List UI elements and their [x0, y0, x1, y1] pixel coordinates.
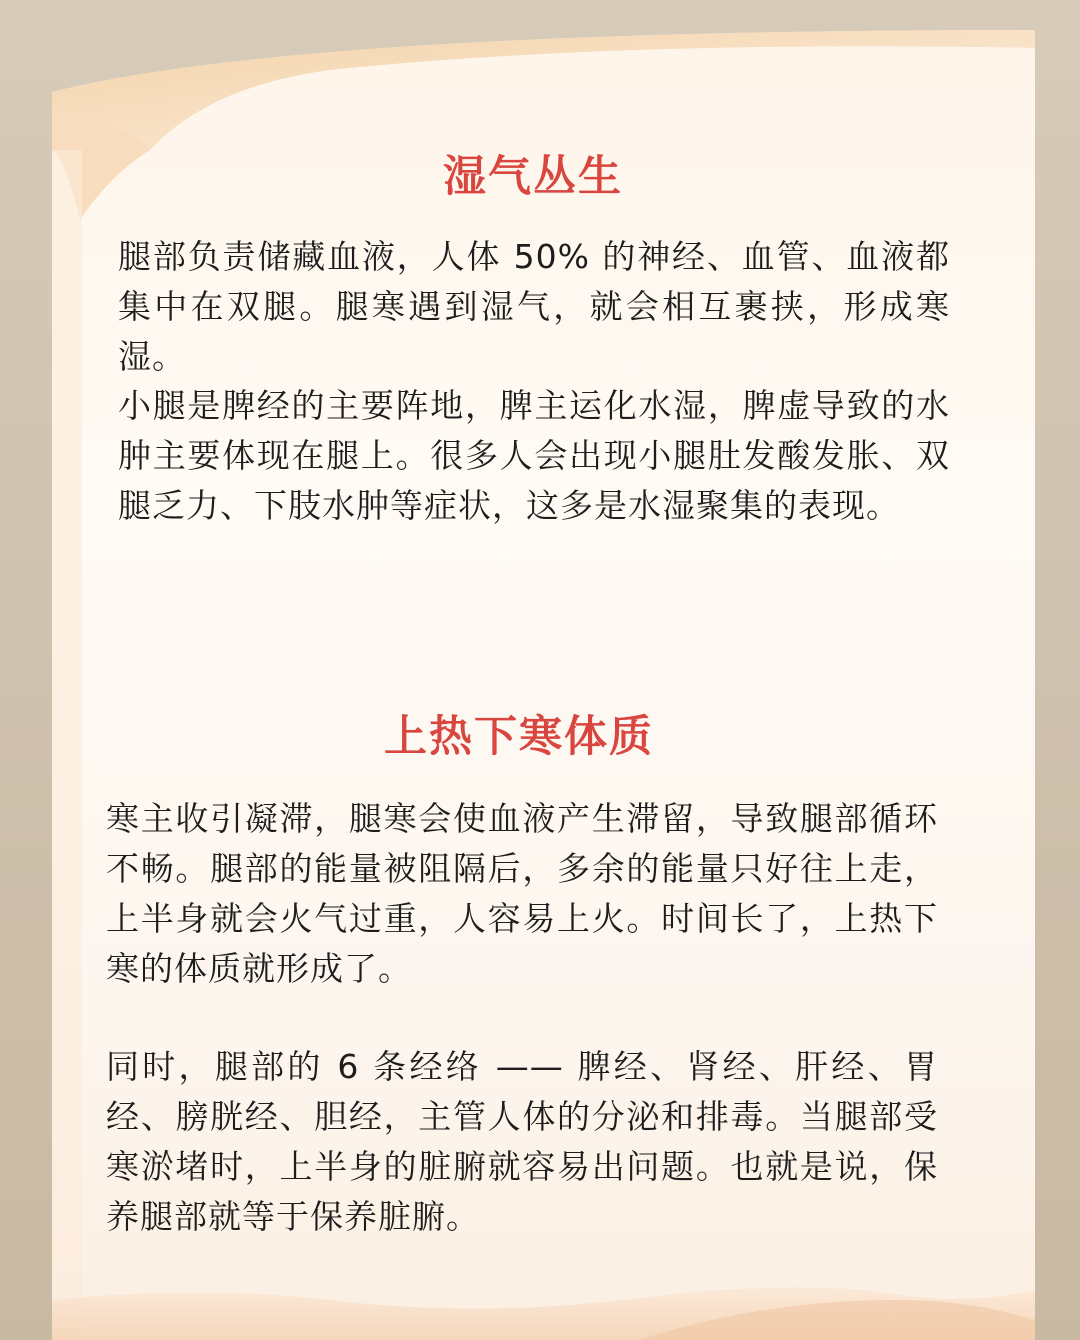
paragraph: 同时，腿部的 6 条经络 —— 脾经、肾经、肝经、胃经、膀胱经、胆经，主管人体的分泌和排毒。当腿部受寒淤堵时，上半身的脏腑就容易出问题。也就是说，保养腿部就等于保养脏腑。 — [106, 1047, 938, 1236]
section-title-upper-heat-lower-cold: 上热下寒体质 — [384, 712, 654, 762]
section-title-dampness: 湿气丛生 — [443, 152, 623, 202]
paragraph: 小腿是脾经的主要阵地，脾主运化水湿，脾虚导致的水肿主要体现在腿上。很多人会出现小腿肚发酸发胀、双腿乏力、下肢水肿等症状，这多是水湿聚集的表现。 — [118, 386, 950, 525]
paragraph: 腿部负责储藏血液，人体 50% 的神经、血管、血液都集中在双腿。腿寒遇到湿气，就会相互裹挟，形成寒湿。 — [118, 237, 950, 376]
paragraph: 寒主收引凝滞，腿寒会使血液产生滞留，导致腿部循环不畅。腿部的能量被阻隔后，多余的能量只好往上走，上半身就会火气过重，人容易上火。时间长了，上热下寒的体质就形成了。 — [106, 799, 938, 988]
